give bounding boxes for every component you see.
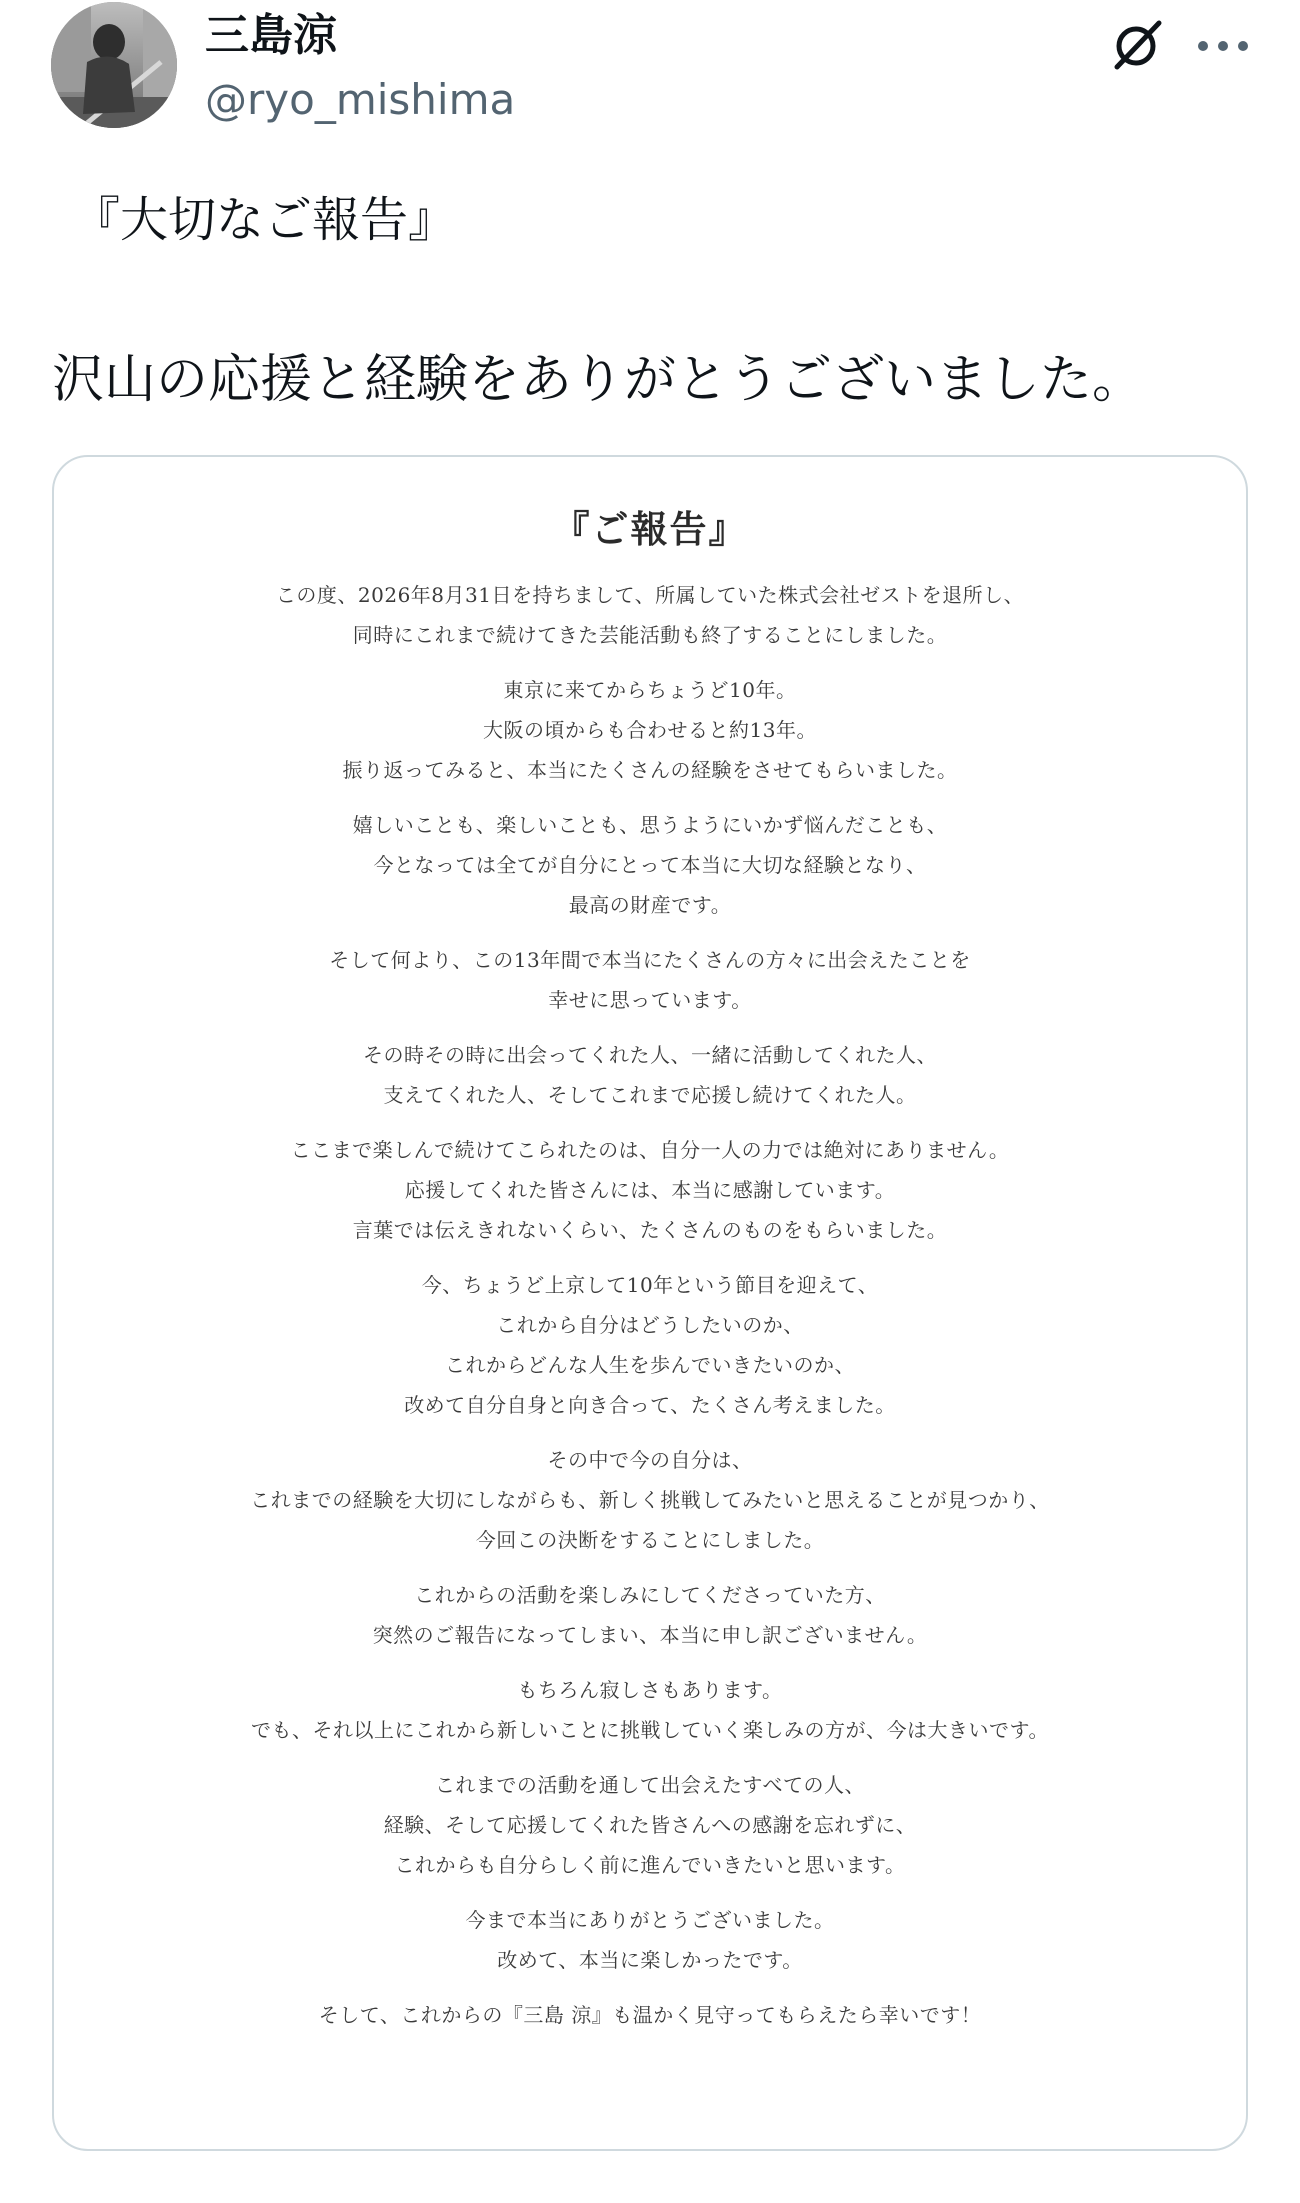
- notice-line: そして何より、この13年間で本当にたくさんの方々に出会えたことを: [329, 948, 971, 972]
- notice-line: これからどんな人生を歩んでいきたいのか、: [445, 1353, 855, 1377]
- notice-line: 今まで本当にありがとうございました。: [465, 1908, 835, 1932]
- notice-line: 幸せに思っています。: [548, 988, 752, 1012]
- notice-paragraph: [54, 1900, 1246, 1980]
- notice-title: 『ご報告』: [552, 507, 748, 551]
- author-display-name[interactable]: 三島涼: [205, 10, 337, 61]
- notice-line: 今となっては全てが自分にとって本当に大切な経験となり、: [373, 853, 927, 877]
- notice-paragraph: [54, 940, 1246, 1020]
- notice-line: これまでの活動を通して出会えたすべての人、: [434, 1773, 866, 1797]
- notice-line: その中で今の自分は、: [547, 1448, 753, 1472]
- notice-line: 最高の財産です。: [568, 893, 732, 917]
- notice-paragraph: [54, 1670, 1246, 1750]
- notice-line: その時その時に出会ってくれた人、一緒に活動してくれた人、: [363, 1043, 937, 1067]
- notice-line: 言葉では伝えきれないくらい、たくさんのものをもらいました。: [352, 1218, 948, 1242]
- notice-line: もちろん寂しさもあります。: [517, 1678, 783, 1702]
- notice-paragraph: [54, 1440, 1246, 1560]
- notice-line: そして、これからの『三島 涼』も温かく見守ってもらえたら幸いです！: [318, 2003, 982, 2027]
- tweet-text: 沢山の応援と経験をありがとうございました。: [52, 350, 1145, 410]
- notice-line: これからも自分らしく前に進んでいきたいと思います。: [394, 1853, 906, 1877]
- notice-paragraph: [54, 670, 1246, 790]
- notice-body: [54, 575, 1246, 2050]
- notice-line: 同時にこれまで続けてきた芸能活動も終了することにしました。: [352, 623, 948, 647]
- notice-line: これからの活動を楽しみにしてくださっていた方、: [414, 1583, 886, 1607]
- notice-paragraph: [54, 1575, 1246, 1655]
- notice-line: 今、ちょうど上京して10年という節目を迎えて、: [421, 1273, 879, 1297]
- notice-line: 嬉しいことも、楽しいことも、思うようにいかず悩んだことも、: [352, 813, 948, 837]
- notice-line: 今回この決断をすることにしました。: [475, 1528, 825, 1552]
- notice-line: 応援してくれた皆さんには、本当に感謝しています。: [404, 1178, 896, 1202]
- notice-line: これまでの経験を大切にしながらも、新しく挑戦してみたいと思えることが見つかり、: [250, 1488, 1050, 1512]
- avatar[interactable]: [51, 2, 177, 128]
- notice-line: 改めて自分自身と向き合って、たくさん考えました。: [404, 1393, 896, 1417]
- notice-line: 大阪の頃からも合わせると約13年。: [483, 718, 817, 742]
- notice-line: 支えてくれた人、そしてこれまで応援し続けてくれた人。: [383, 1083, 917, 1107]
- notice-line: 改めて、本当に楽しかったです。: [497, 1948, 803, 1972]
- notice-line: これから自分はどうしたいのか、: [496, 1313, 804, 1337]
- notice-paragraph: [54, 1995, 1246, 2035]
- notice-paragraph: [54, 1130, 1246, 1250]
- more-horizontal-icon: [1195, 36, 1251, 56]
- notice-line: でも、それ以上にこれから新しいことに挑戦していく楽しみの方が、今は大きいです。: [251, 1718, 1049, 1742]
- grok-button[interactable]: [1098, 6, 1178, 86]
- notice-line: ここまで楽しんで続けてこられたのは、自分一人の力では絶対にありません。: [290, 1138, 1010, 1162]
- notice-line: 経験、そして応援してくれた皆さんへの感謝を忘れずに、: [383, 1813, 917, 1837]
- notice-paragraph: [54, 1765, 1246, 1885]
- notice-paragraph: [54, 1265, 1246, 1425]
- notice-paragraph: [54, 805, 1246, 925]
- author-handle[interactable]: @ryo_mishima: [205, 75, 516, 124]
- notice-paragraph: [54, 575, 1246, 655]
- more-options-button[interactable]: [1180, 6, 1266, 86]
- grok-icon: [1107, 15, 1169, 77]
- avatar-image: [51, 2, 177, 128]
- notice-line: 東京に来てからちょうど10年。: [503, 678, 797, 702]
- attached-image[interactable]: [52, 455, 1248, 2151]
- notice-line: 振り返ってみると、本当にたくさんの経験をさせてもらいました。: [342, 758, 958, 782]
- notice-line: 突然のご報告になってしまい、本当に申し訳ございません。: [372, 1623, 928, 1647]
- tweet-title: 『大切なご報告』: [72, 192, 457, 248]
- notice-paragraph: [54, 1035, 1246, 1115]
- notice-line: この度、2026年8月31日を持ちまして、所属していた株式会社ゼストを退所し、: [275, 583, 1025, 607]
